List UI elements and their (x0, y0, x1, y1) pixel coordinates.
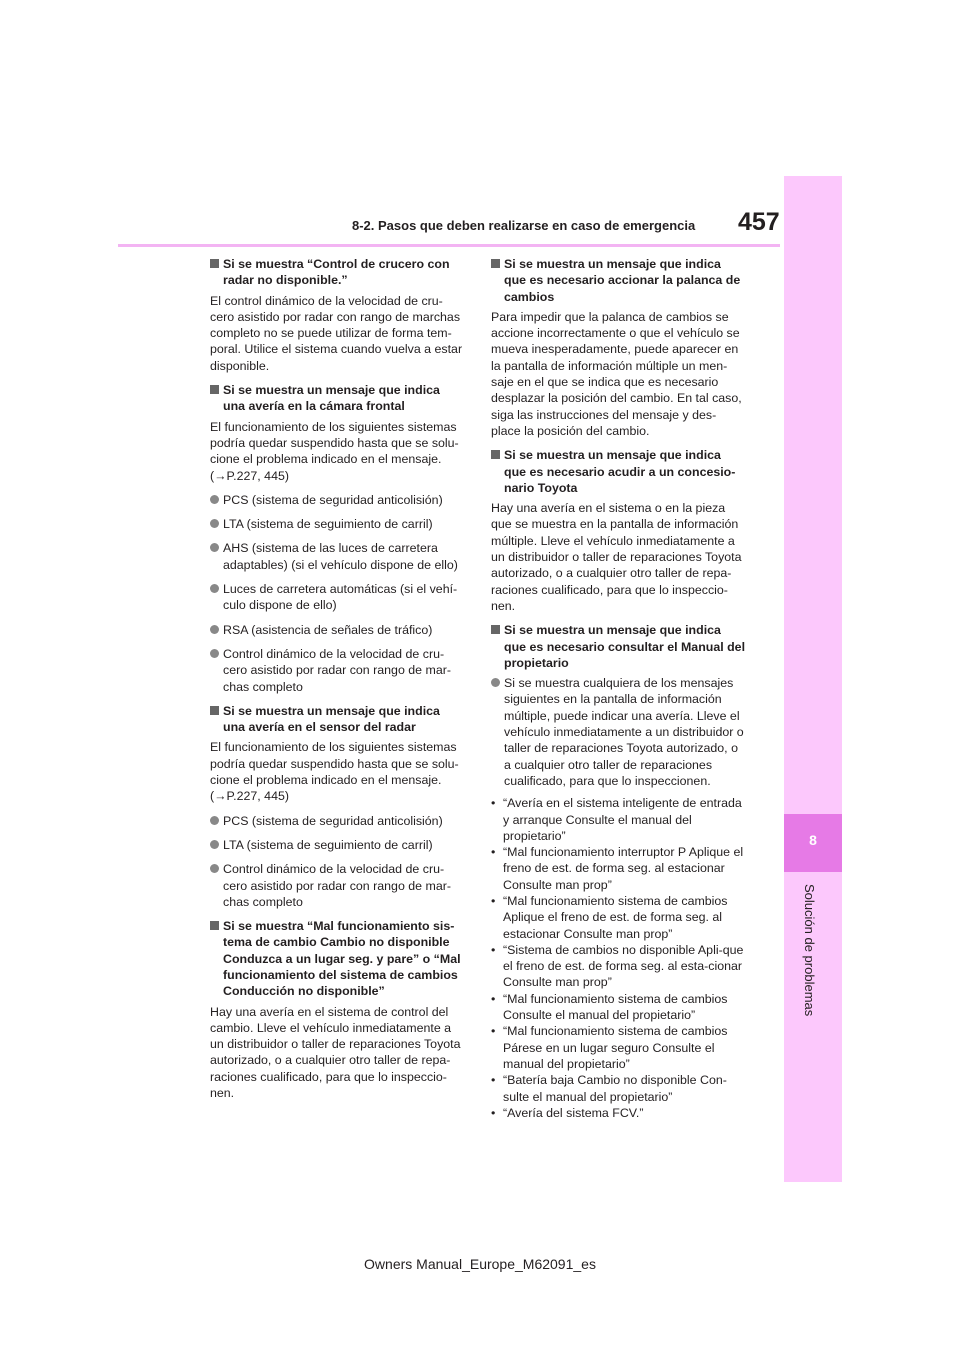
list-item-text: Control dinámico de la velocidad de cru-cero asistido por radar con rango de mar-chas completo (223, 862, 451, 909)
section-heading-text: Si se muestra un mensaje que indica que es necesario accionar la palanca de cambios (504, 257, 741, 304)
paragraph-text: El funcionamiento de los siguientes sistemas podría quedar suspendido hasta que se solu-cione el problema indicado en el mensaje. (210, 740, 459, 788)
bullet-mark: • (491, 893, 496, 908)
bullet-mark: • (491, 1105, 496, 1120)
right-column (491, 256, 745, 1121)
circle-bullet-icon (210, 584, 219, 593)
circle-bullet-icon (491, 678, 500, 687)
list-item (210, 837, 464, 853)
footer-doc-id: Owners Manual_Europe_M62091_es (364, 1256, 596, 1272)
message-list (491, 795, 745, 1121)
chapter-label: Solución de problemas (802, 884, 817, 1017)
section-paragraph (210, 739, 464, 804)
section-heading-text: Si se muestra “Mal funcionamiento sis-tema de cambio Cambio no disponible Conduzca a un lugar seg. y pare” o “Mal funcionamiento del sistema de cambios Conducción no disponible” (223, 919, 461, 999)
square-bullet-icon (491, 259, 500, 268)
page-reference-link[interactable]: (→P.227, 445) (210, 789, 289, 804)
section-heading-text: Si se muestra “Control de crucero con radar no disponible.” (223, 257, 450, 288)
section-heading-text: Si se muestra un mensaje que indica que es necesario consultar el Manual del propietario (504, 623, 746, 670)
list-item-text: PCS (sistema de seguridad anticolisión) (223, 492, 443, 507)
bullet-mark: • (491, 942, 496, 957)
list-item-text: Si se muestra cualquiera de los mensajes siguientes en la pantalla de información múltiple, puede indicar una avería. Lleve el vehículo inmediatamente a un distribuidor o taller de reparaciones Toyota autorizado, o a cualquier otro taller de reparaciones cualificado, para que lo inspeccionen. (504, 676, 744, 788)
list-item (210, 540, 464, 573)
bullet-mark: • (491, 1024, 496, 1039)
message-item (491, 1023, 745, 1072)
circle-bullet-icon (210, 649, 219, 658)
list-item (210, 646, 464, 695)
list-item (210, 813, 464, 829)
message-item (491, 844, 745, 893)
message-item (491, 991, 745, 1024)
paragraph-text: El funcionamiento de los siguientes sistemas podría quedar suspendido hasta que se solu-cione el problema indicado en el mensaje. (210, 419, 459, 467)
list-item-text: LTA (sistema de seguimiento de carril) (223, 517, 433, 532)
list-item (210, 622, 464, 638)
circle-bullet-icon (210, 864, 219, 873)
message-text: “Avería del sistema FCV.” (503, 1105, 644, 1120)
bullet-mark: • (491, 796, 496, 811)
message-item (491, 795, 745, 844)
section-heading-text: Si se muestra un mensaje que indica una avería en el sensor del radar (223, 703, 440, 735)
message-text: “Mal funcionamiento sistema de cambios Aplique el freno de est. de forma seg. al estacionar Consulte man prop” (503, 893, 728, 941)
list-item-text: Luces de carretera automáticas (si el vehí-culo dispone de ello) (223, 582, 458, 613)
section-heading (210, 382, 464, 415)
section-heading (491, 256, 745, 305)
bullet-mark: • (491, 1073, 496, 1088)
section-paragraph: Hay una avería en el sistema de control del cambio. Lleve el vehículo inmediatamente a un distribuidor o taller de reparaciones Toyota autorizado, o a cualquier otro taller de repa-raciones cualificado, para que lo inspeccio-nen. (210, 1004, 461, 1101)
list-item (210, 516, 464, 532)
chapter-side-strip (784, 176, 842, 1182)
section-title: 8-2. Pasos que deben realizarse en caso de emergencia (352, 218, 696, 233)
section-heading (491, 447, 745, 496)
section-heading-text: Si se muestra un mensaje que indica que es necesario acudir a un concesio-nario Toyota (504, 448, 736, 495)
section-heading (210, 256, 464, 289)
circle-bullet-icon (210, 495, 219, 504)
section-paragraph: Para impedir que la palanca de cambios se accione incorrectamente o que el vehículo se mueva inesperadamente, puede aparecer en la pantalla de información múltiple un men-saje en el que se indica que es necesario desplazar la posición del cambio. En tal caso, siga las instrucciones del mensaje y des-place la posición del cambio. (491, 309, 742, 438)
page-reference-link[interactable]: (→P.227, 445) (210, 468, 289, 483)
bullet-mark: • (491, 845, 496, 860)
list-item-text: Control dinámico de la velocidad de cru-cero asistido por radar con rango de mar-chas completo (223, 646, 451, 694)
square-bullet-icon (210, 259, 219, 268)
message-text: “Mal funcionamiento interruptor P Aplique el freno de est. de forma seg. al estacionar Consulte man prop” (503, 845, 744, 892)
section-heading (210, 918, 464, 999)
section-heading (210, 703, 464, 736)
circle-bullet-icon (210, 519, 219, 528)
chapter-number: 8 (809, 832, 817, 848)
circle-bullet-icon (210, 840, 219, 849)
square-bullet-icon (210, 921, 219, 930)
list-item (491, 675, 745, 789)
message-text: “Avería en el sistema inteligente de entrada y arranque Consulte el manual del propietario” (503, 796, 742, 843)
square-bullet-icon (491, 450, 500, 459)
square-bullet-icon (491, 625, 500, 634)
list-item-text: LTA (sistema de seguimiento de carril) (223, 837, 433, 852)
list-item-text: RSA (asistencia de señales de tráfico) (223, 622, 433, 637)
left-column (210, 256, 464, 1109)
circle-bullet-icon (210, 816, 219, 825)
bullet-mark: • (491, 991, 496, 1006)
message-text: “Batería baja Cambio no disponible Con-sulte el manual del propietario” (503, 1073, 727, 1104)
section-paragraph (210, 419, 464, 484)
header-rule (118, 244, 780, 247)
list-item (210, 581, 464, 614)
square-bullet-icon (210, 385, 219, 394)
circle-bullet-icon (210, 543, 219, 552)
message-item (491, 893, 745, 942)
section-heading-text: Si se muestra un mensaje que indica una avería en la cámara frontal (223, 383, 440, 414)
page-number: 457 (738, 208, 780, 236)
section-heading (491, 622, 745, 671)
message-item (491, 942, 745, 991)
section-paragraph: El control dinámico de la velocidad de cru-cero asistido por radar con rango de marchas completo no se puede utilizar de forma tem-poral. Utilice el sistema cuando vuelva a estar disponible. (210, 293, 463, 373)
list-item (210, 861, 464, 910)
list-item (210, 492, 464, 508)
message-text: “Sistema de cambios no disponible Apli-que el freno de est. de forma seg. al esta-cionar Consulte man prop” (503, 942, 744, 990)
message-text: “Mal funcionamiento sistema de cambios Consulte el manual del propietario” (503, 991, 728, 1023)
circle-bullet-icon (210, 625, 219, 634)
message-text: “Mal funcionamiento sistema de cambios Párese en un lugar seguro Consulte el manual del propietario” (503, 1024, 728, 1071)
message-item (491, 1072, 745, 1105)
message-item (491, 1105, 745, 1121)
square-bullet-icon (210, 706, 219, 715)
list-item-text: AHS (sistema de las luces de carretera adaptables) (si el vehículo dispone de ello) (223, 541, 458, 572)
list-item-text: PCS (sistema de seguridad anticolisión) (223, 813, 443, 828)
section-paragraph: Hay una avería en el sistema o en la pieza que se muestra en la pantalla de información múltiple. Lleve el vehículo inmediatamente a un distribuidor o taller de reparaciones Toyota autorizado, o a cualquier otro taller de repa-raciones cualificado, para que lo inspeccio-nen. (491, 501, 742, 613)
